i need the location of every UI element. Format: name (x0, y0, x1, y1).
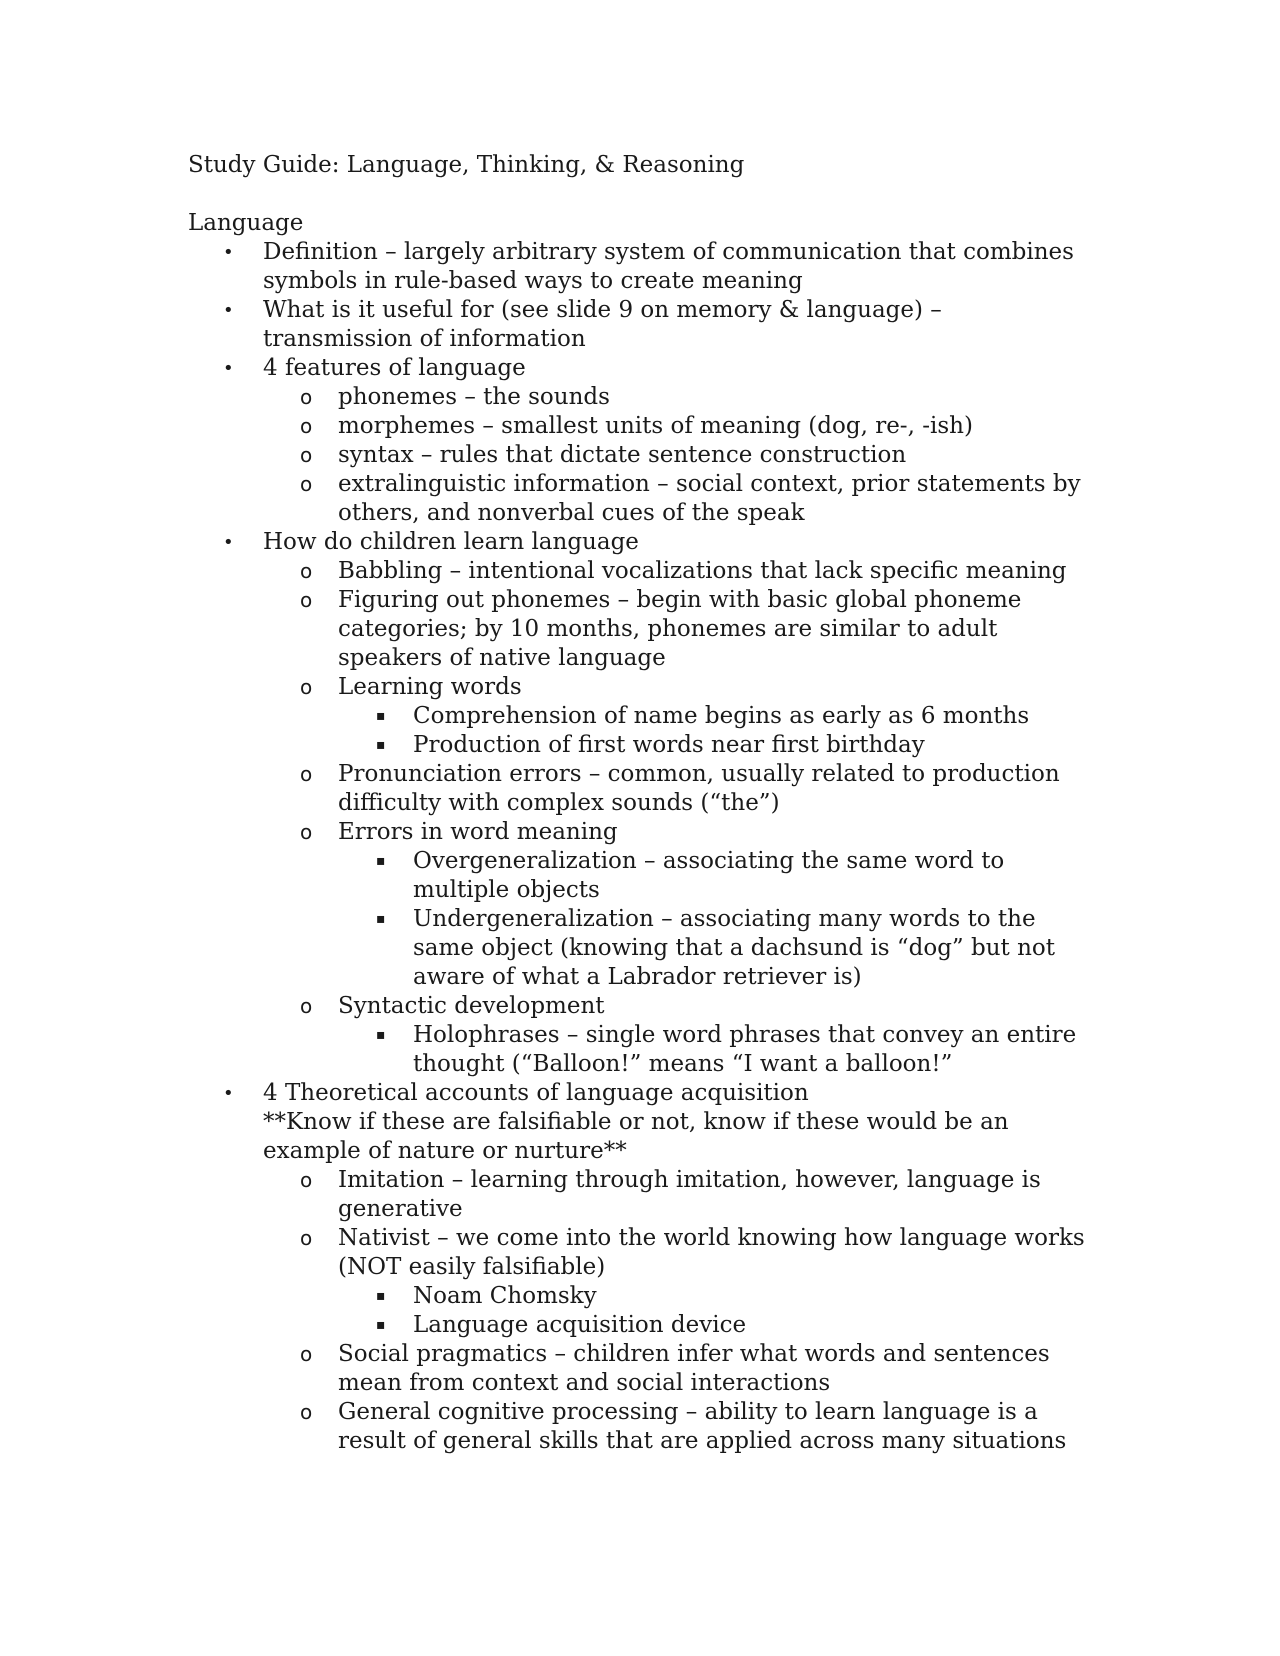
bullet-marker: o (300, 1342, 313, 1366)
item-text: Definition – largely arbitrary system of communication that combines symbols in rule-based ways to create meaning (263, 239, 1074, 294)
bullet-marker: • (223, 300, 234, 321)
sub-item (188, 557, 1088, 586)
bullet-marker: o (300, 414, 313, 438)
item-text: 4 features of language (263, 355, 526, 381)
item-note: **Know if these are falsifiable or not, know if these would be an example of nature or nurture** (263, 1109, 1009, 1164)
sub-item (188, 1166, 1088, 1224)
sub-item (188, 383, 1088, 412)
item-text: Learning words (338, 674, 522, 700)
item-text: Imitation – learning through imitation, however, language is generative (338, 1167, 1041, 1222)
item-text: syntax – rules that dictate sentence construction (338, 442, 907, 468)
item-text: Undergeneralization – associating many words to the same object (knowing that a dachsund is “dog” but not aware of what a Labrador retriever is) (413, 906, 1055, 990)
bullet-marker: o (300, 385, 313, 409)
item-text: morphemes – smallest units of meaning (dog, re-, -ish) (338, 413, 973, 439)
sub-sub-item (188, 1282, 1088, 1311)
bullet-marker: ▪ (376, 911, 386, 927)
item-text: Babbling – intentional vocalizations that lack specific meaning (338, 558, 1067, 584)
item-text: extralinguistic information – social context, prior statements by others, and nonverbal cues of the speak (338, 471, 1081, 526)
sub-sub-item (188, 1021, 1088, 1079)
bullet-marker: o (300, 559, 313, 583)
bullet-marker: o (300, 472, 313, 496)
bullet-item (188, 354, 1088, 383)
sub-item (188, 992, 1088, 1021)
sub-sub-item (188, 1311, 1088, 1340)
item-text: Figuring out phonemes – begin with basic global phoneme categories; by 10 months, phonemes are similar to adult speakers of native language (338, 587, 1022, 671)
bullet-marker: o (300, 1226, 313, 1250)
bullet-marker: • (223, 242, 234, 263)
item-text: What is it useful for (see slide 9 on memory & language) – transmission of information (263, 297, 942, 352)
sub-sub-item (188, 847, 1088, 905)
item-text: Errors in word meaning (338, 819, 618, 845)
bullet-marker: o (300, 1168, 313, 1192)
item-text: 4 Theoretical accounts of language acquisition (263, 1080, 809, 1106)
sub-item (188, 412, 1088, 441)
item-text: General cognitive processing – ability to learn language is a result of general skills that are applied across many situations (338, 1399, 1067, 1454)
bullet-marker: o (300, 820, 313, 844)
bullet-marker: ▪ (376, 853, 386, 869)
bullet-marker: • (223, 532, 234, 553)
sub-item (188, 1398, 1088, 1456)
sub-item (188, 470, 1088, 528)
bullet-marker: o (300, 762, 313, 786)
item-text: Pronunciation errors – common, usually related to production difficulty with complex sounds (“the”) (338, 761, 1060, 816)
bullet-marker: ▪ (376, 737, 386, 753)
sub-item (188, 673, 1088, 702)
bullet-item (188, 1079, 1088, 1166)
bullet-marker: ▪ (376, 1288, 386, 1304)
bullet-marker: ▪ (376, 1027, 386, 1043)
bullet-marker: • (223, 1083, 234, 1104)
item-text: How do children learn language (263, 529, 639, 555)
bullet-marker: o (300, 443, 313, 467)
item-text: Language acquisition device (413, 1312, 747, 1338)
item-text: Nativist – we come into the world knowing how language works (NOT easily falsifiable) (338, 1225, 1085, 1280)
sub-sub-item (188, 905, 1088, 992)
bullet-marker: ▪ (376, 708, 386, 724)
bullet-marker: o (300, 1400, 313, 1424)
item-text: Comprehension of name begins as early as 6 months (413, 703, 1030, 729)
bullet-marker: o (300, 994, 313, 1018)
bullet-item (188, 528, 1088, 557)
sub-item (188, 441, 1088, 470)
sub-item (188, 1340, 1088, 1398)
bullet-marker: ▪ (376, 1317, 386, 1333)
item-text: Syntactic development (338, 993, 605, 1019)
item-text: Holophrases – single word phrases that convey an entire thought (“Balloon!” means “I want a balloon!” (413, 1022, 1077, 1077)
bullet-marker: o (300, 675, 313, 699)
item-text: Production of first words near first birthday (413, 732, 925, 758)
section-heading: Language (188, 210, 304, 236)
outline-list (188, 238, 1088, 1456)
bullet-marker: • (223, 358, 234, 379)
item-text: Social pragmatics – children infer what words and sentences mean from context and social interactions (338, 1341, 1050, 1396)
bullet-item (188, 296, 1088, 354)
sub-sub-item (188, 731, 1088, 760)
bullet-item (188, 238, 1088, 296)
bullet-marker: o (300, 588, 313, 612)
sub-sub-item (188, 702, 1088, 731)
document-body (188, 151, 1088, 1456)
item-text: phonemes – the sounds (338, 384, 610, 410)
item-text: Overgeneralization – associating the same word to multiple objects (413, 848, 1005, 903)
sub-item (188, 1224, 1088, 1282)
document-title: Study Guide: Language, Thinking, & Reasoning (188, 152, 745, 178)
item-text: Noam Chomsky (413, 1283, 597, 1309)
sub-item (188, 760, 1088, 818)
sub-item (188, 586, 1088, 673)
sub-item (188, 818, 1088, 847)
